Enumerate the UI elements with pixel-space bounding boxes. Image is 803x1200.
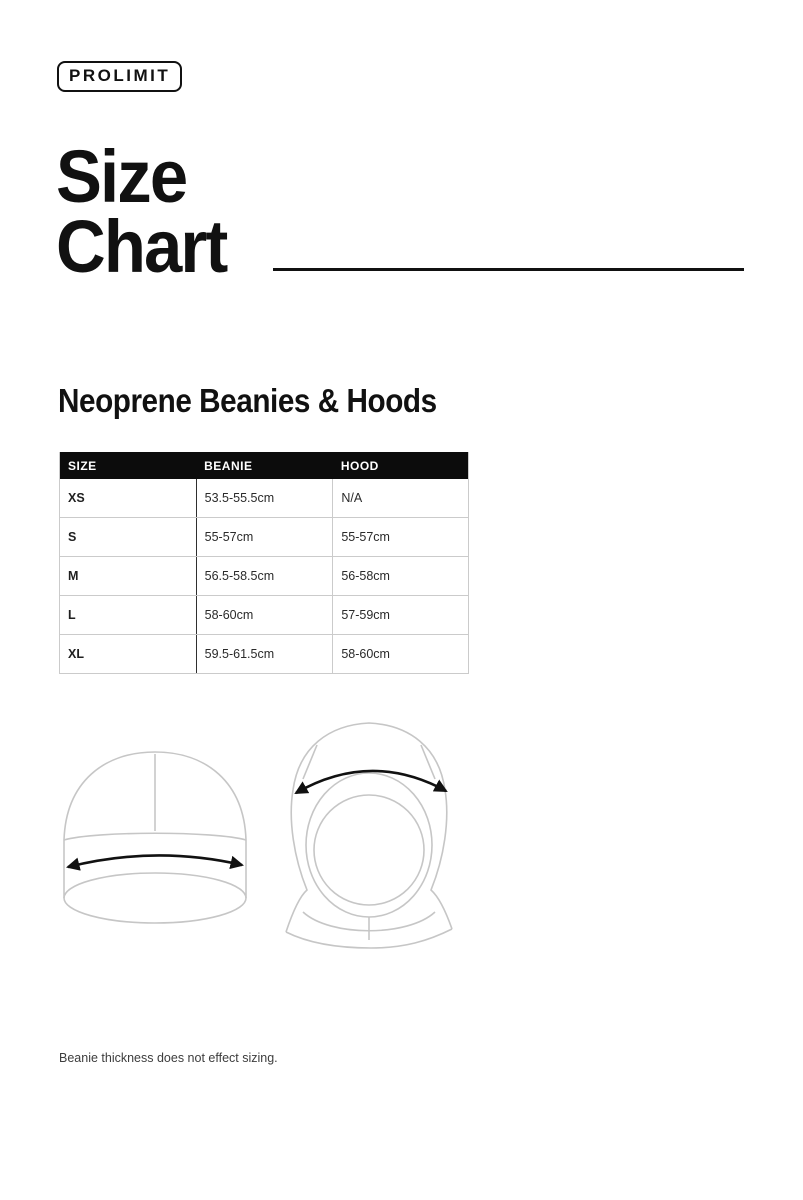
table-row bbox=[60, 557, 469, 596]
cell-size: L bbox=[60, 596, 197, 635]
cell-size: M bbox=[60, 557, 197, 596]
table-header-row bbox=[60, 452, 469, 479]
cell-hood: 55-57cm bbox=[333, 518, 469, 557]
cell-hood: N/A bbox=[333, 479, 469, 518]
table-row bbox=[60, 479, 469, 518]
table-row bbox=[60, 596, 469, 635]
cell-size: S bbox=[60, 518, 197, 557]
table-row bbox=[60, 518, 469, 557]
beanie-brim-bottom-ellipse bbox=[64, 873, 246, 923]
cell-hood: 56-58cm bbox=[333, 557, 469, 596]
page-title bbox=[56, 135, 227, 288]
cell-beanie: 59.5-61.5cm bbox=[196, 635, 333, 674]
hood-outer-outline bbox=[286, 723, 452, 932]
cell-beanie: 58-60cm bbox=[196, 596, 333, 635]
prolimit-logo bbox=[57, 61, 182, 92]
page-title-line2: Chart bbox=[56, 205, 227, 288]
cell-size: XS bbox=[60, 479, 197, 518]
table-row bbox=[60, 635, 469, 674]
beanie-illustration-icon bbox=[52, 738, 258, 942]
page-title-line1: Size bbox=[56, 135, 187, 218]
beanie-brim-top-edge bbox=[64, 833, 246, 840]
cell-beanie: 53.5-55.5cm bbox=[196, 479, 333, 518]
footnote: Beanie thickness does not effect sizing. bbox=[59, 1051, 278, 1065]
column-header-hood: HOOD bbox=[333, 452, 469, 479]
cell-beanie: 55-57cm bbox=[196, 518, 333, 557]
cell-hood: 57-59cm bbox=[333, 596, 469, 635]
cell-size: XL bbox=[60, 635, 197, 674]
hood-illustration-icon bbox=[276, 712, 472, 958]
title-divider-line bbox=[273, 268, 744, 271]
cell-hood: 58-60cm bbox=[333, 635, 469, 674]
hood-face-opening-inner-ring bbox=[314, 795, 424, 905]
prolimit-logo-text: PROLIMIT bbox=[69, 66, 171, 85]
column-header-beanie: BEANIE bbox=[196, 452, 333, 479]
hood-circumference-arrow-icon bbox=[296, 771, 446, 793]
size-chart-table bbox=[59, 452, 469, 674]
beanie-circumference-arrow-icon bbox=[68, 855, 242, 867]
section-heading: Neoprene Beanies & Hoods bbox=[58, 382, 437, 419]
column-header-size: SIZE bbox=[60, 452, 197, 479]
cell-beanie: 56.5-58.5cm bbox=[196, 557, 333, 596]
